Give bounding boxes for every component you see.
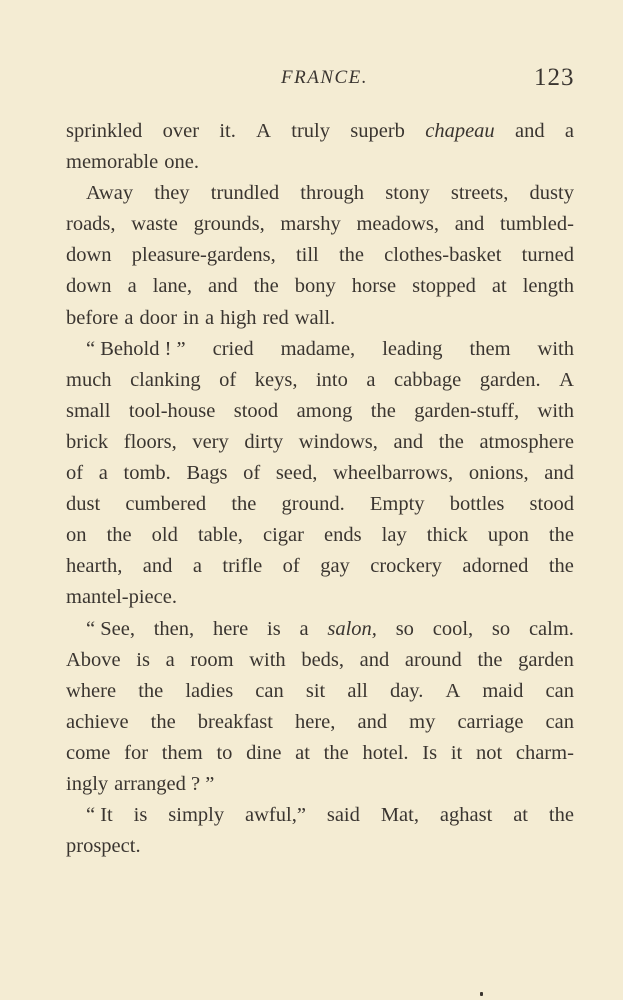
word: bottles <box>449 493 505 516</box>
word: over <box>162 120 200 142</box>
body-text <box>66 116 574 862</box>
word: then, <box>153 617 195 640</box>
word: pleasure-gardens, <box>131 244 276 267</box>
word: wall. <box>294 306 336 329</box>
word: carriage <box>457 710 524 733</box>
word: and <box>544 462 574 485</box>
word: is <box>136 648 150 671</box>
word: the <box>477 648 503 671</box>
word: with <box>249 648 286 671</box>
word: a <box>127 275 137 298</box>
word: day. <box>389 679 424 702</box>
text-line <box>66 178 574 209</box>
word: cumbered <box>125 493 207 516</box>
word: lay <box>381 524 407 547</box>
word: red <box>262 306 289 329</box>
word: adorned <box>462 555 529 578</box>
word: “ It <box>86 804 113 827</box>
word: door <box>139 306 178 329</box>
word: of <box>243 462 261 485</box>
word: gay <box>320 555 350 578</box>
word: meadows, <box>356 213 440 236</box>
text-line <box>66 800 574 831</box>
word: a <box>564 120 574 142</box>
word: waste <box>131 213 178 236</box>
word: windows, <box>298 430 378 453</box>
word: truly <box>291 120 330 142</box>
word: clanking <box>130 368 201 391</box>
word: ground. <box>281 493 345 516</box>
word: for <box>124 741 149 764</box>
word: and <box>142 555 173 578</box>
text-line <box>66 240 574 271</box>
text-line <box>66 831 574 862</box>
word: can <box>545 710 574 733</box>
paragraph <box>66 178 574 333</box>
word: and <box>514 120 545 142</box>
word: hotel. <box>362 741 409 764</box>
word: a <box>124 306 134 329</box>
text-line <box>66 427 574 458</box>
word: at <box>295 741 310 764</box>
word: garden. <box>479 368 541 391</box>
word: sit <box>305 679 326 702</box>
word: brick <box>66 430 109 453</box>
word: A <box>445 679 461 702</box>
word: calm. <box>528 617 574 640</box>
word: small <box>66 399 111 422</box>
word: the <box>370 399 396 422</box>
word: can <box>255 679 284 702</box>
print-speck <box>480 992 483 996</box>
running-head-title: FRANCE. <box>281 67 369 88</box>
word: my <box>409 710 436 733</box>
word: turned <box>521 244 574 267</box>
word: seed, <box>275 462 318 485</box>
word: marshy <box>280 213 341 236</box>
word: the <box>548 804 574 827</box>
word: the <box>253 275 279 298</box>
word: cigar <box>262 524 304 547</box>
text-line <box>66 396 574 427</box>
word: streets, <box>450 182 509 205</box>
word: very <box>192 430 229 453</box>
word: dust <box>66 493 101 516</box>
text-line <box>66 769 574 800</box>
word: a <box>98 462 108 485</box>
word: “ See, <box>86 617 135 640</box>
word: around <box>404 648 462 671</box>
text-line <box>66 614 574 645</box>
word: cool, <box>432 617 474 640</box>
word: them <box>469 337 511 360</box>
word: bony <box>294 275 336 298</box>
word: till <box>295 244 319 267</box>
word: much <box>66 368 112 391</box>
word: A <box>559 368 574 391</box>
word: onions, <box>468 462 529 485</box>
word: cried <box>212 337 254 360</box>
word: at <box>491 275 507 298</box>
word: garden <box>518 648 574 671</box>
word: upon <box>487 524 529 547</box>
word: a <box>205 306 215 329</box>
text-line <box>66 116 574 147</box>
word: mantel-piece. <box>66 586 177 609</box>
text-line <box>66 520 574 551</box>
text-line <box>66 334 574 365</box>
word: of <box>282 555 300 578</box>
word: the <box>231 493 257 516</box>
paragraph <box>66 800 574 862</box>
word: to <box>216 741 233 764</box>
text-line <box>66 676 574 707</box>
word: and <box>357 710 388 733</box>
word: said <box>326 804 360 827</box>
word: stony <box>385 182 430 205</box>
word: breakfast <box>197 710 273 733</box>
word: ingly <box>66 772 109 795</box>
word: simply <box>168 804 225 827</box>
text-line <box>66 551 574 582</box>
word: one. <box>164 151 199 174</box>
word: wheelbarrows, <box>333 462 454 485</box>
word: here <box>212 617 249 640</box>
word: through <box>300 182 365 205</box>
word: where <box>66 679 117 702</box>
word: not <box>475 741 503 764</box>
word: and <box>393 430 424 453</box>
word: ladies <box>185 679 234 702</box>
text-line <box>66 209 574 240</box>
word: a <box>165 648 175 671</box>
word: so <box>491 617 511 640</box>
word: the <box>548 524 574 547</box>
word: is <box>133 804 148 827</box>
word: the <box>323 741 349 764</box>
word: a <box>299 617 309 640</box>
word: high <box>220 306 257 329</box>
word: memorable <box>66 151 159 174</box>
word: the <box>106 524 132 547</box>
word: prospect. <box>66 835 141 858</box>
word: the <box>548 555 574 578</box>
word: trundled <box>210 182 280 205</box>
word: thick <box>426 524 468 547</box>
text-line <box>66 489 574 520</box>
word: charm- <box>515 741 574 764</box>
word: hearth, <box>66 555 123 578</box>
word: crockery <box>370 555 442 578</box>
italic-word: salon, <box>327 617 377 640</box>
word: garden-stuff, <box>414 399 520 422</box>
word: aghast <box>439 804 493 827</box>
word: so <box>395 617 414 640</box>
paragraph <box>66 116 574 178</box>
word: on <box>66 524 87 547</box>
word: tomb. <box>123 462 171 485</box>
word: here, <box>295 710 336 733</box>
word: the <box>438 430 464 453</box>
word: them <box>161 741 203 764</box>
paragraph <box>66 334 574 614</box>
word: all <box>347 679 368 702</box>
word: and <box>208 275 238 298</box>
word: Is <box>422 741 438 764</box>
word: floors, <box>123 430 177 453</box>
word: Away <box>86 182 134 205</box>
text-line <box>66 365 574 396</box>
word: down <box>66 244 112 267</box>
word: keys, <box>254 368 298 391</box>
word: trifle <box>222 555 263 578</box>
text-line <box>66 303 574 334</box>
text-line <box>66 271 574 302</box>
word: among <box>296 399 353 422</box>
word: in <box>183 306 199 329</box>
word: dusty <box>529 182 574 205</box>
word: is <box>267 617 281 640</box>
word: horse <box>351 275 397 298</box>
word: superb <box>350 120 405 142</box>
text-line <box>66 458 574 489</box>
word: lane, <box>152 275 192 298</box>
running-head <box>0 60 623 100</box>
word: “ Behold ! ” <box>86 337 186 360</box>
word: stopped <box>412 275 476 298</box>
word: beds, <box>301 648 345 671</box>
italic-word: chapeau <box>425 120 495 142</box>
word: it <box>450 741 463 764</box>
word: and <box>359 648 390 671</box>
paragraph <box>66 614 574 801</box>
text-line <box>66 147 574 178</box>
word: awful,” <box>245 804 306 827</box>
word: with <box>537 399 574 422</box>
word: into <box>315 368 348 391</box>
word: old <box>151 524 178 547</box>
word: length <box>522 275 574 298</box>
text-line <box>66 738 574 769</box>
word: atmosphere <box>479 430 574 453</box>
word: the <box>150 710 176 733</box>
word: Above <box>66 648 121 671</box>
word: stood <box>233 399 279 422</box>
word: tool-house <box>128 399 216 422</box>
word: table, <box>197 524 243 547</box>
word: the <box>338 244 364 267</box>
word: can <box>545 679 574 702</box>
word: Bags <box>186 462 228 485</box>
word: sprinkled <box>66 120 143 142</box>
word: dirty <box>244 430 284 453</box>
word: of <box>219 368 237 391</box>
word: come <box>66 741 111 764</box>
word: grounds, <box>193 213 265 236</box>
word: leading <box>382 337 443 360</box>
word: stood <box>529 493 574 516</box>
word: achieve <box>66 710 129 733</box>
word: room <box>190 648 234 671</box>
word: a <box>366 368 376 391</box>
word: maid <box>482 679 524 702</box>
word: before <box>66 306 119 329</box>
word: A <box>256 120 271 142</box>
word: ends <box>324 524 362 547</box>
word: dine <box>246 741 282 764</box>
word: a <box>192 555 202 578</box>
word: arranged ? ” <box>114 772 215 795</box>
text-line <box>66 707 574 738</box>
word: the <box>138 679 164 702</box>
text-line <box>66 582 574 613</box>
word: they <box>154 182 190 205</box>
word: roads, <box>66 213 116 236</box>
page-number: 123 <box>534 64 575 91</box>
word: down <box>66 275 112 298</box>
word: Mat, <box>380 804 419 827</box>
word: at <box>513 804 528 827</box>
word: it. <box>219 120 236 142</box>
word: clothes-basket <box>384 244 502 267</box>
word: cabbage <box>394 368 462 391</box>
word: with <box>537 337 574 360</box>
text-line <box>66 645 574 676</box>
word: tumbled- <box>499 213 574 236</box>
word: Empty <box>369 493 425 516</box>
word: madame, <box>280 337 356 360</box>
word: and <box>454 213 485 236</box>
word: of <box>66 462 84 485</box>
